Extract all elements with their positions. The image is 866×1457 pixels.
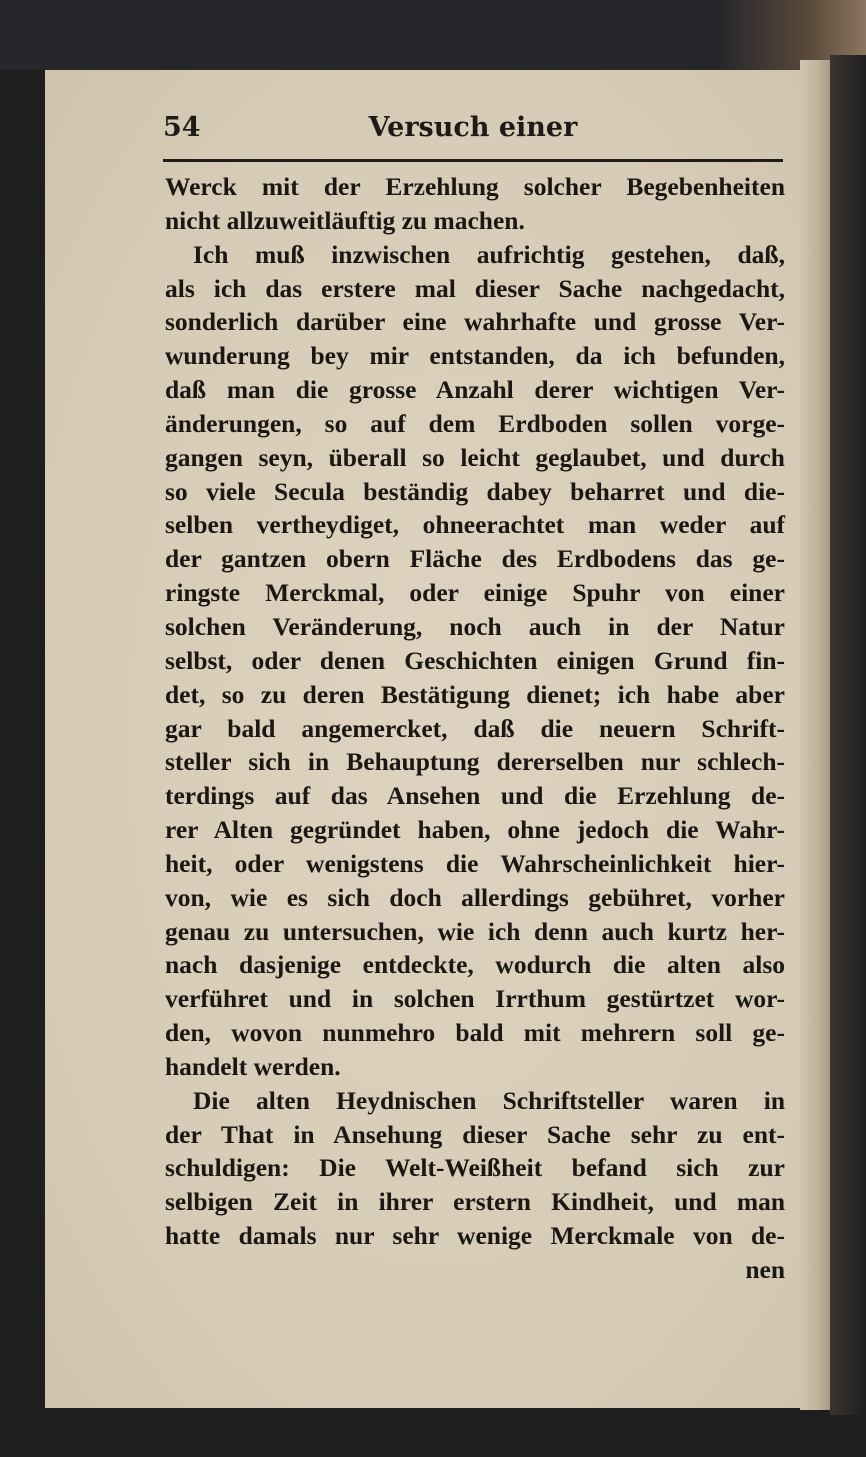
text-line: selbigen Zeit in ihrer erstern Kindheit, und man xyxy=(165,1187,785,1217)
text-line: Die alten Heydnischen Schriftsteller waren in xyxy=(193,1085,785,1115)
text-line: gar bald angemercket, daß die neuern Schrift- xyxy=(165,713,785,743)
text-line: Ich muß inzwischen aufrichtig gestehen, daß, xyxy=(193,239,785,269)
text-line: der That in Ansehung dieser Sache sehr zu ent- xyxy=(165,1119,785,1149)
text-line: hatte damals nur sehr wenige Merckmale von de- xyxy=(165,1221,785,1251)
text-line: so viele Secula beständig dabey beharret und die- xyxy=(165,476,785,506)
text-line: von, wie es sich doch allerdings gebühret, vorher xyxy=(165,882,785,912)
text-line: selben vertheydiget, ohneerachtet man weder auf xyxy=(165,510,785,540)
text-line: verführet und in solchen Irrthum gestürtzet wor- xyxy=(165,984,785,1014)
text-line: gangen seyn, überall so leicht geglaubet, und durch xyxy=(165,442,785,472)
page-gutter-edge xyxy=(800,60,830,1410)
page-header xyxy=(163,112,783,152)
text-line: wunderung bey mir entstanden, da ich befunden, xyxy=(165,341,785,371)
text-line: terdings auf das Ansehen und die Erzehlung de- xyxy=(165,781,785,811)
text-line: selbst, oder denen Geschichten einigen Grund fin- xyxy=(165,645,785,675)
text-line: rer Alten gegründet haben, ohne jedoch die Wahr- xyxy=(165,815,785,845)
page-stack-edge xyxy=(830,55,866,1415)
text-line: genau zu untersuchen, wie ich denn auch kurtz her- xyxy=(165,916,785,946)
text-line: handelt werden. xyxy=(165,1051,341,1081)
text-line: den, wovon nunmehro bald mit mehrern soll ge- xyxy=(165,1018,785,1048)
text-line: heit, oder wenigstens die Wahrscheinlichkeit hier- xyxy=(165,848,785,878)
catchword: nen xyxy=(745,1255,785,1284)
page-number: 54 xyxy=(163,112,201,143)
text-line: nach dasjenige entdeckte, wodurch die alten also xyxy=(165,950,785,980)
text-line: der gantzen obern Fläche des Erdbodens das ge- xyxy=(165,544,785,574)
text-line: solchen Veränderung, noch auch in der Natur xyxy=(165,611,785,641)
text-line: schuldigen: Die Welt-Weißheit befand sich zur xyxy=(165,1153,785,1183)
text-line: Werck mit der Erzehlung solcher Begebenheiten xyxy=(165,172,785,201)
text-line: ringste Merckmal, oder einige Spuhr von einer xyxy=(165,578,785,608)
running-title: Versuch einer xyxy=(368,112,578,143)
text-line: nicht allzuweitläuftig zu machen. xyxy=(165,205,525,235)
text-line: det, so zu deren Bestätigung dienet; ich habe aber xyxy=(165,679,785,709)
text-line: als ich das erstere mal dieser Sache nachgedacht, xyxy=(165,273,785,303)
text-line: daß man die grosse Anzahl derer wichtigen Ver- xyxy=(165,375,785,405)
header-rule xyxy=(163,159,783,162)
text-line: steller sich in Behauptung dererselben nur schlech- xyxy=(165,747,785,777)
text-line: änderungen, so auf dem Erdboden sollen vorge- xyxy=(165,408,785,438)
text-line: sonderlich darüber eine wahrhafte und grosse Ver- xyxy=(165,307,785,337)
page-body-text xyxy=(165,170,785,1287)
